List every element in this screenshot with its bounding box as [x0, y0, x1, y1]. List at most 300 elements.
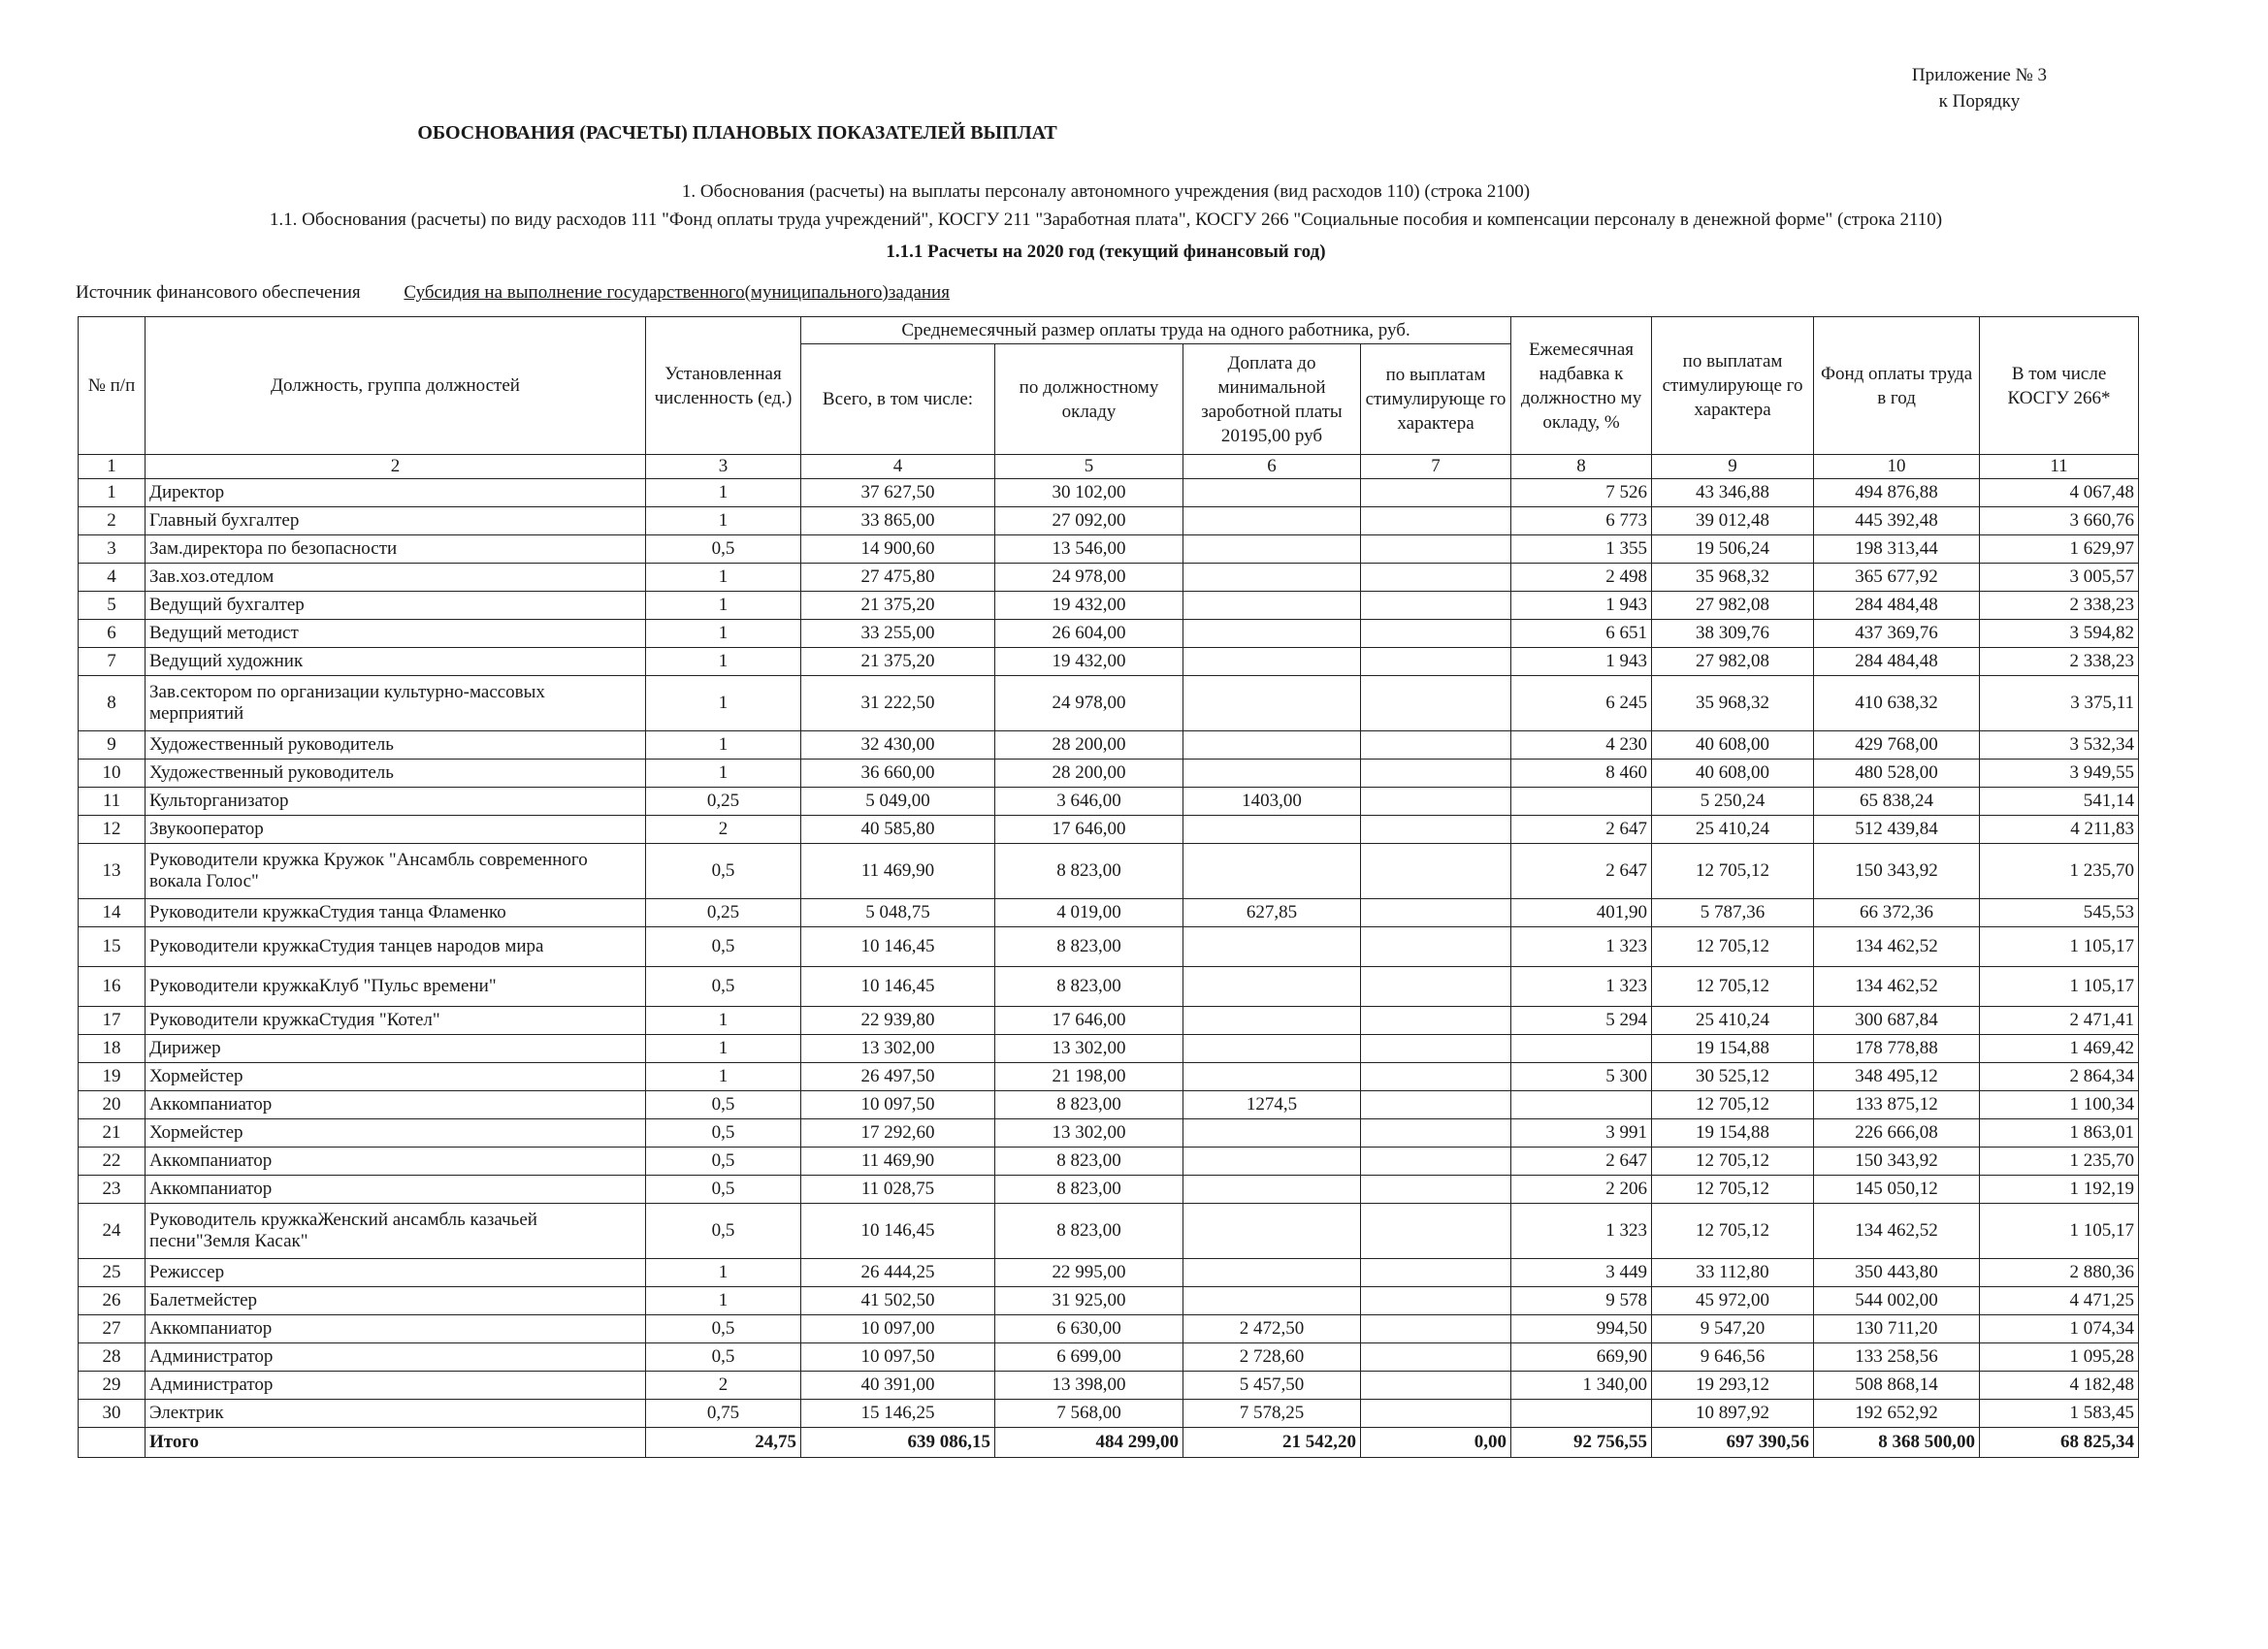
table-cell: [1183, 1007, 1361, 1035]
table-cell: 12: [79, 816, 146, 844]
total-cell: 24,75: [646, 1428, 801, 1458]
table-cell: 2: [79, 507, 146, 535]
table-cell: 0,5: [646, 967, 801, 1007]
table-cell: Руководители кружка Кружок "Ансамбль современного вокала Голос": [146, 844, 646, 899]
table-cell: 4 211,83: [1980, 816, 2139, 844]
table-cell: [1511, 788, 1652, 816]
table-cell: 15: [79, 927, 146, 967]
table-row: [79, 507, 2139, 535]
table-cell: 14 900,60: [801, 535, 995, 564]
table-cell: [1183, 1148, 1361, 1176]
table-row: [79, 788, 2139, 816]
table-cell: 8 823,00: [995, 1176, 1183, 1204]
total-cell: 92 756,55: [1511, 1428, 1652, 1458]
table-cell: 39 012,48: [1652, 507, 1814, 535]
table-cell: 429 768,00: [1814, 731, 1980, 760]
table-cell: 1: [646, 479, 801, 507]
table-cell: 3: [79, 535, 146, 564]
table-cell: [1183, 1035, 1361, 1063]
table-row: [79, 620, 2139, 648]
table-cell: 9 646,56: [1652, 1343, 1814, 1372]
table-cell: 12 705,12: [1652, 1148, 1814, 1176]
table-cell: 19 506,24: [1652, 535, 1814, 564]
table-cell: 24 978,00: [995, 564, 1183, 592]
table-cell: 30 525,12: [1652, 1063, 1814, 1091]
table-cell: 5 048,75: [801, 899, 995, 927]
table-cell: [1183, 535, 1361, 564]
table-cell: 33 865,00: [801, 507, 995, 535]
table-cell: 6 245: [1511, 676, 1652, 731]
table-cell: 512 439,84: [1814, 816, 1980, 844]
document-title: ОБОСНОВАНИЯ (РАСЧЕТЫ) ПЛАНОВЫХ ПОКАЗАТЕЛЕЙ ВЫПЛАТ: [417, 122, 1057, 144]
table-cell: [1183, 760, 1361, 788]
table-cell: [1361, 844, 1511, 899]
table-cell: 0,5: [646, 535, 801, 564]
table-row: [79, 1148, 2139, 1176]
table-cell: Руководители кружкаСтудия танцев народов мира: [146, 927, 646, 967]
column-number: 10: [1814, 455, 1980, 479]
table-cell: [1361, 1091, 1511, 1119]
table-row: [79, 1287, 2139, 1315]
table-cell: 26 604,00: [995, 620, 1183, 648]
table-cell: 130 711,20: [1814, 1315, 1980, 1343]
annex-note: [1912, 62, 2047, 114]
table-cell: 8 823,00: [995, 927, 1183, 967]
table-cell: Ведущий художник: [146, 648, 646, 676]
table-cell: [1183, 676, 1361, 731]
total-cell: [79, 1428, 146, 1458]
table-cell: 5 049,00: [801, 788, 995, 816]
table-cell: 2 880,36: [1980, 1259, 2139, 1287]
table-cell: 11 469,90: [801, 844, 995, 899]
table-cell: 627,85: [1183, 899, 1361, 927]
table-cell: 27 982,08: [1652, 648, 1814, 676]
table-cell: 300 687,84: [1814, 1007, 1980, 1035]
table-row: [79, 479, 2139, 507]
table-cell: 43 346,88: [1652, 479, 1814, 507]
table-cell: 1 105,17: [1980, 967, 2139, 1007]
table-row: [79, 927, 2139, 967]
column-number: 7: [1361, 455, 1511, 479]
table-cell: 1: [79, 479, 146, 507]
table-cell: [1183, 1176, 1361, 1204]
table-cell: 1: [646, 648, 801, 676]
table-cell: [1183, 1204, 1361, 1259]
table-cell: Культорганизатор: [146, 788, 646, 816]
table-cell: 0,25: [646, 899, 801, 927]
table-cell: 284 484,48: [1814, 648, 1980, 676]
table-cell: [1183, 1287, 1361, 1315]
table-row: [79, 648, 2139, 676]
table-cell: 541,14: [1980, 788, 2139, 816]
table-cell: 35 968,32: [1652, 676, 1814, 731]
column-number: 1: [79, 455, 146, 479]
table-cell: 3 949,55: [1980, 760, 2139, 788]
header-annual-fund: Фонд оплаты труда в год: [1814, 317, 1980, 455]
table-cell: 11 028,75: [801, 1176, 995, 1204]
table-cell: Администратор: [146, 1343, 646, 1372]
table-row: [79, 844, 2139, 899]
total-cell: 8 368 500,00: [1814, 1428, 1980, 1458]
table-cell: Руководители кружкаСтудия "Котел": [146, 1007, 646, 1035]
table-cell: Зам.директора по безопасности: [146, 535, 646, 564]
table-cell: [1361, 1176, 1511, 1204]
table-row: [79, 1091, 2139, 1119]
table-cell: 10 097,50: [801, 1091, 995, 1119]
table-cell: 150 343,92: [1814, 1148, 1980, 1176]
table-cell: 2 338,23: [1980, 648, 2139, 676]
table-cell: [1183, 1119, 1361, 1148]
header-stimulating-1: по выплатам стимулирующе го характера: [1361, 344, 1511, 455]
table-row: [79, 1343, 2139, 1372]
table-cell: 13 302,00: [801, 1035, 995, 1063]
table-cell: Электрик: [146, 1400, 646, 1428]
table-row: [79, 535, 2139, 564]
table-cell: [1183, 1259, 1361, 1287]
table-cell: 410 638,32: [1814, 676, 1980, 731]
table-cell: 8 823,00: [995, 1204, 1183, 1259]
table-cell: 22 995,00: [995, 1259, 1183, 1287]
table-cell: [1183, 816, 1361, 844]
table-cell: [1361, 816, 1511, 844]
table-cell: 1 323: [1511, 967, 1652, 1007]
table-cell: 2 864,34: [1980, 1063, 2139, 1091]
table-cell: 41 502,50: [801, 1287, 995, 1315]
column-number: 9: [1652, 455, 1814, 479]
table-cell: [1361, 1315, 1511, 1343]
header-position: Должность, группа должностей: [146, 317, 646, 455]
table-cell: 13 302,00: [995, 1119, 1183, 1148]
table-cell: 11: [79, 788, 146, 816]
table-cell: 66 372,36: [1814, 899, 1980, 927]
table-cell: 7 578,25: [1183, 1400, 1361, 1428]
table-cell: 36 660,00: [801, 760, 995, 788]
total-cell: 639 086,15: [801, 1428, 995, 1458]
table-row: [79, 676, 2139, 731]
table-cell: 1: [646, 620, 801, 648]
table-cell: [1361, 1400, 1511, 1428]
column-number: 3: [646, 455, 801, 479]
table-row: [79, 564, 2139, 592]
table-cell: 10 146,45: [801, 967, 995, 1007]
table-cell: 40 585,80: [801, 816, 995, 844]
header-total: Всего, в том числе:: [801, 344, 995, 455]
table-cell: 8 823,00: [995, 1148, 1183, 1176]
table-cell: 198 313,44: [1814, 535, 1980, 564]
table-row: [79, 1400, 2139, 1428]
table-cell: 29: [79, 1372, 146, 1400]
table-cell: 27 475,80: [801, 564, 995, 592]
table-cell: 27 982,08: [1652, 592, 1814, 620]
subtitle-section-1-1: 1.1. Обоснования (расчеты) по виду расходов 111 "Фонд оплаты труда учреждений", КОСГУ 211 "Заработная плата", КОСГУ 266 "Социальные пособия и компенсации персоналу в денежной форме" (строка 2110): [269, 210, 1943, 230]
table-cell: 6 651: [1511, 620, 1652, 648]
table-cell: [1183, 507, 1361, 535]
table-cell: Аккомпаниатор: [146, 1315, 646, 1343]
table-cell: Режиссер: [146, 1259, 646, 1287]
table-cell: 192 652,92: [1814, 1400, 1980, 1428]
table-cell: 33 255,00: [801, 620, 995, 648]
table-cell: 17: [79, 1007, 146, 1035]
table-cell: 1274,5: [1183, 1091, 1361, 1119]
table-cell: [1361, 1119, 1511, 1148]
table-cell: 2 338,23: [1980, 592, 2139, 620]
table-cell: 19 154,88: [1652, 1119, 1814, 1148]
table-cell: 2 647: [1511, 844, 1652, 899]
table-cell: 7: [79, 648, 146, 676]
table-cell: Главный бухгалтер: [146, 507, 646, 535]
column-number: 4: [801, 455, 995, 479]
table-cell: [1183, 592, 1361, 620]
table-cell: [1183, 1063, 1361, 1091]
table-cell: 24 978,00: [995, 676, 1183, 731]
table-cell: Хормейстер: [146, 1119, 646, 1148]
table-cell: 13: [79, 844, 146, 899]
column-number-row: [79, 455, 2139, 479]
table-row: [79, 760, 2139, 788]
payroll-table: [78, 316, 2139, 1458]
table-cell: 2 647: [1511, 1148, 1652, 1176]
table-cell: 28: [79, 1343, 146, 1372]
table-cell: Аккомпаниатор: [146, 1176, 646, 1204]
table-cell: [1361, 620, 1511, 648]
table-cell: 0,5: [646, 1091, 801, 1119]
table-cell: 22 939,80: [801, 1007, 995, 1035]
table-cell: 6: [79, 620, 146, 648]
table-cell: 1 192,19: [1980, 1176, 2139, 1204]
table-cell: 365 677,92: [1814, 564, 1980, 592]
table-row: [79, 731, 2139, 760]
table-cell: 6 630,00: [995, 1315, 1183, 1343]
table-cell: 350 443,80: [1814, 1259, 1980, 1287]
table-cell: 3 991: [1511, 1119, 1652, 1148]
column-number: 11: [1980, 455, 2139, 479]
header-stimulating-2: по выплатам стимулирующе го характера: [1652, 317, 1814, 455]
table-cell: 1: [646, 592, 801, 620]
table-cell: 1 355: [1511, 535, 1652, 564]
table-cell: [1511, 1091, 1652, 1119]
table-cell: 0,5: [646, 927, 801, 967]
table-cell: 45 972,00: [1652, 1287, 1814, 1315]
subtitle-section-1-1-1: 1.1.1 Расчеты на 2020 год (текущий финансовый год): [886, 242, 1326, 262]
table-cell: 445 392,48: [1814, 507, 1980, 535]
table-cell: [1361, 1287, 1511, 1315]
table-cell: 145 050,12: [1814, 1176, 1980, 1204]
column-number: 2: [146, 455, 646, 479]
column-number: 6: [1183, 455, 1361, 479]
table-cell: 2 728,60: [1183, 1343, 1361, 1372]
table-cell: 508 868,14: [1814, 1372, 1980, 1400]
table-cell: 1: [646, 676, 801, 731]
table-row: [79, 1176, 2139, 1204]
table-cell: 1: [646, 1063, 801, 1091]
header-average-group: Среднемесячный размер оплаты труда на одного работника, руб.: [801, 317, 1511, 344]
table-cell: [1183, 844, 1361, 899]
table-cell: 21: [79, 1119, 146, 1148]
table-cell: 25 410,24: [1652, 816, 1814, 844]
table-cell: 8: [79, 676, 146, 731]
table-cell: 1: [646, 507, 801, 535]
funding-source-value: Субсидия на выполнение государственного(муниципального)задания: [404, 282, 950, 303]
table-cell: [1361, 788, 1511, 816]
table-cell: 40 608,00: [1652, 731, 1814, 760]
table-cell: 401,90: [1511, 899, 1652, 927]
table-cell: 4 067,48: [1980, 479, 2139, 507]
funding-source-label: Источник финансового обеспечения: [76, 282, 361, 303]
table-cell: 545,53: [1980, 899, 2139, 927]
table-cell: 37 627,50: [801, 479, 995, 507]
table-cell: 0,5: [646, 1204, 801, 1259]
table-cell: 8 823,00: [995, 1091, 1183, 1119]
table-cell: 21 375,20: [801, 592, 995, 620]
table-cell: 1: [646, 760, 801, 788]
table-cell: 1 095,28: [1980, 1343, 2139, 1372]
table-cell: 17 646,00: [995, 816, 1183, 844]
table-cell: 1 583,45: [1980, 1400, 2139, 1428]
table-cell: 9 578: [1511, 1287, 1652, 1315]
table-cell: Звукооператор: [146, 816, 646, 844]
table-cell: 27 092,00: [995, 507, 1183, 535]
table-cell: 26 444,25: [801, 1259, 995, 1287]
table-cell: [1183, 967, 1361, 1007]
table-cell: 5 300: [1511, 1063, 1652, 1091]
table-row: [79, 1259, 2139, 1287]
total-row: [79, 1428, 2139, 1458]
table-cell: 3 660,76: [1980, 507, 2139, 535]
table-cell: 1: [646, 1007, 801, 1035]
table-cell: 1 943: [1511, 592, 1652, 620]
table-cell: 1 235,70: [1980, 844, 2139, 899]
table-cell: 19 432,00: [995, 592, 1183, 620]
table-cell: 65 838,24: [1814, 788, 1980, 816]
table-cell: 1: [646, 1259, 801, 1287]
table-cell: 4 471,25: [1980, 1287, 2139, 1315]
table-cell: [1361, 899, 1511, 927]
table-cell: 133 258,56: [1814, 1343, 1980, 1372]
table-cell: 1 105,17: [1980, 927, 2139, 967]
table-cell: 22: [79, 1148, 146, 1176]
table-cell: 26: [79, 1287, 146, 1315]
table-cell: 38 309,76: [1652, 620, 1814, 648]
table-cell: [1183, 731, 1361, 760]
table-cell: 494 876,88: [1814, 479, 1980, 507]
table-cell: 31 925,00: [995, 1287, 1183, 1315]
table-cell: 12 705,12: [1652, 844, 1814, 899]
table-row: [79, 1119, 2139, 1148]
table-row: [79, 1063, 2139, 1091]
table-cell: 21 375,20: [801, 648, 995, 676]
table-cell: 5 294: [1511, 1007, 1652, 1035]
table-cell: [1361, 1148, 1511, 1176]
table-cell: 14: [79, 899, 146, 927]
table-cell: [1361, 479, 1511, 507]
table-cell: 7 526: [1511, 479, 1652, 507]
table-cell: 0,25: [646, 788, 801, 816]
table-cell: Художественный руководитель: [146, 731, 646, 760]
table-cell: [1183, 648, 1361, 676]
table-cell: 12 705,12: [1652, 1176, 1814, 1204]
table-cell: 0,5: [646, 1119, 801, 1148]
total-cell: 697 390,56: [1652, 1428, 1814, 1458]
table-cell: [1361, 927, 1511, 967]
table-cell: 5 457,50: [1183, 1372, 1361, 1400]
table-row: [79, 1204, 2139, 1259]
table-cell: 1 629,97: [1980, 535, 2139, 564]
table-cell: Директор: [146, 479, 646, 507]
table-cell: 10 146,45: [801, 927, 995, 967]
column-number: 8: [1511, 455, 1652, 479]
table-cell: 26 497,50: [801, 1063, 995, 1091]
table-cell: 40 608,00: [1652, 760, 1814, 788]
table-cell: 2 647: [1511, 816, 1652, 844]
header-bonus: Ежемесячная надбавка к должностно му окладу, %: [1511, 317, 1652, 455]
table-cell: 3 532,34: [1980, 731, 2139, 760]
table-cell: 12 705,12: [1652, 927, 1814, 967]
table-cell: 0,5: [646, 1148, 801, 1176]
table-cell: 178 778,88: [1814, 1035, 1980, 1063]
table-cell: 24: [79, 1204, 146, 1259]
column-number: 5: [995, 455, 1183, 479]
table-cell: 2: [646, 1372, 801, 1400]
table-cell: 0,75: [646, 1400, 801, 1428]
table-cell: 19 154,88: [1652, 1035, 1814, 1063]
table-cell: 3 005,57: [1980, 564, 2139, 592]
table-cell: [1361, 1343, 1511, 1372]
table-cell: 284 484,48: [1814, 592, 1980, 620]
table-cell: 437 369,76: [1814, 620, 1980, 648]
total-cell: 484 299,00: [995, 1428, 1183, 1458]
table-cell: 8 823,00: [995, 967, 1183, 1007]
table-cell: 994,50: [1511, 1315, 1652, 1343]
table-cell: Руководители кружкаСтудия танца Фламенко: [146, 899, 646, 927]
header-salary: по должностному окладу: [995, 344, 1183, 455]
table-row: [79, 1315, 2139, 1343]
table-cell: 2 471,41: [1980, 1007, 2139, 1035]
table-cell: 10 097,00: [801, 1315, 995, 1343]
table-cell: 1 105,17: [1980, 1204, 2139, 1259]
table-cell: 13 398,00: [995, 1372, 1183, 1400]
funding-source: [76, 282, 950, 304]
table-row: [79, 592, 2139, 620]
table-cell: 1 863,01: [1980, 1119, 2139, 1148]
subtitle-section-1: 1. Обоснования (расчеты) на выплаты персоналу автономного учреждения (вид расходов 110) (строка 2100): [681, 181, 1531, 202]
table-cell: [1361, 1259, 1511, 1287]
table-cell: 31 222,50: [801, 676, 995, 731]
table-cell: 28 200,00: [995, 731, 1183, 760]
table-cell: Аккомпаниатор: [146, 1148, 646, 1176]
table-cell: 6 773: [1511, 507, 1652, 535]
table-cell: 25 410,24: [1652, 1007, 1814, 1035]
table-cell: 10 897,92: [1652, 1400, 1814, 1428]
total-label: Итого: [146, 1428, 646, 1458]
table-cell: 8 823,00: [995, 844, 1183, 899]
table-cell: [1183, 927, 1361, 967]
table-cell: 1 469,42: [1980, 1035, 2139, 1063]
table-cell: 27: [79, 1315, 146, 1343]
table-cell: 30 102,00: [995, 479, 1183, 507]
table-cell: Зав.сектором по организации культурно-массовых мерприятий: [146, 676, 646, 731]
table-cell: 4: [79, 564, 146, 592]
table-cell: 33 112,80: [1652, 1259, 1814, 1287]
table-cell: 18: [79, 1035, 146, 1063]
table-cell: 19: [79, 1063, 146, 1091]
table-cell: 5 250,24: [1652, 788, 1814, 816]
table-cell: [1183, 564, 1361, 592]
table-cell: 226 666,08: [1814, 1119, 1980, 1148]
table-cell: Руководитель кружкаЖенский ансамбль казачьей песни"Земля Касак": [146, 1204, 646, 1259]
table-cell: 30: [79, 1400, 146, 1428]
table-row: [79, 1035, 2139, 1063]
table-cell: [1361, 1063, 1511, 1091]
